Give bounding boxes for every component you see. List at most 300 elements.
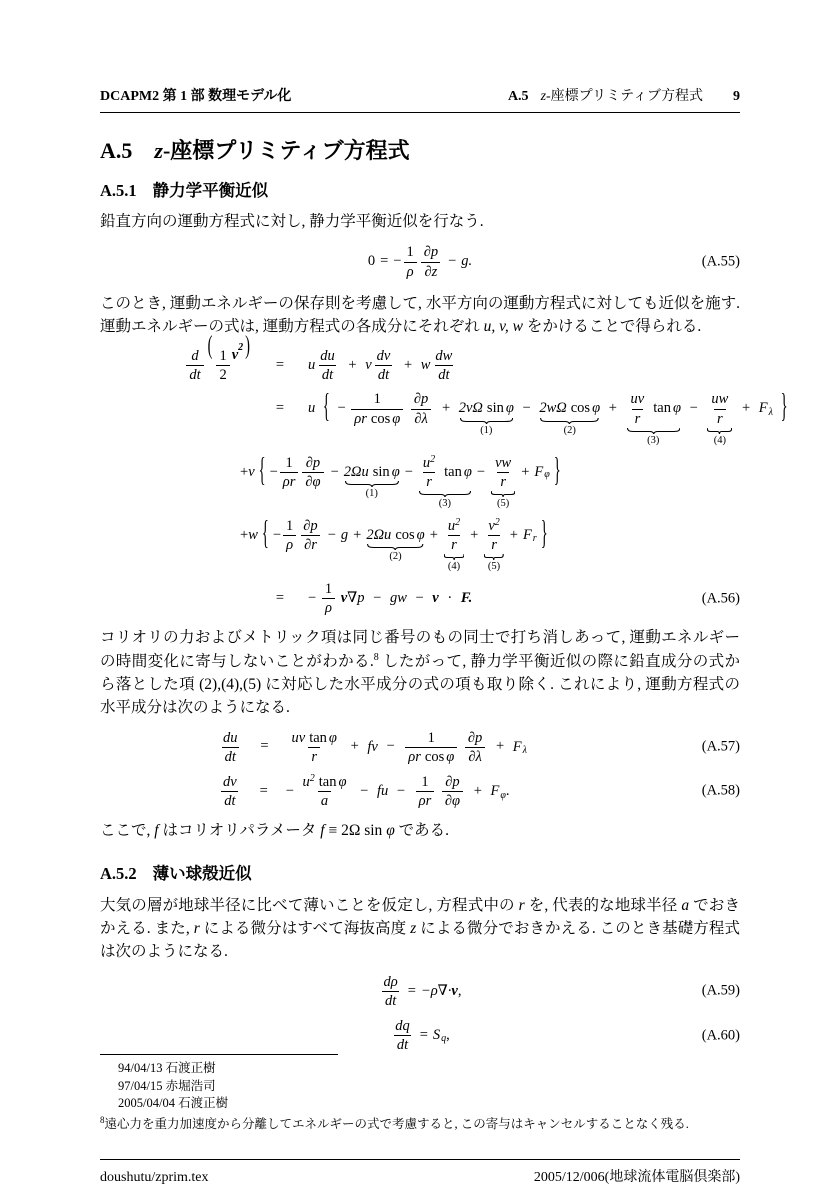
- fraction: [465, 729, 485, 766]
- subscript: λ: [768, 407, 773, 419]
- numerator: 1: [286, 517, 294, 534]
- footnote-rule: [100, 1054, 338, 1055]
- denominator: dt: [222, 747, 239, 766]
- equation-a59: [100, 973, 740, 1010]
- math-token: φ: [338, 773, 347, 790]
- math-token: φ: [505, 400, 514, 417]
- underbrace-label: (5): [487, 561, 501, 573]
- equals-sign: =: [275, 357, 285, 374]
- page-footer: [100, 1159, 740, 1188]
- superscript: 2: [455, 516, 461, 528]
- fraction: [317, 347, 338, 384]
- denominator: dt: [382, 991, 399, 1010]
- numerator: ∂p: [303, 517, 318, 534]
- function-name: cos: [395, 526, 415, 543]
- subsection-number: A.5.1: [100, 180, 137, 200]
- numerator: du: [320, 348, 335, 365]
- function-name: cos: [570, 400, 591, 417]
- plus-sign: +: [473, 782, 482, 799]
- numerator: 1: [219, 348, 227, 365]
- function-name: cos: [424, 748, 445, 765]
- equation-label: (A.59): [701, 982, 740, 999]
- left-paren: (: [207, 332, 213, 362]
- minus-sign: −: [386, 738, 395, 755]
- math-token: 2vΩ: [458, 400, 483, 417]
- left-brace: {: [261, 515, 269, 553]
- fraction: [381, 973, 401, 1010]
- numerator: 1: [324, 581, 333, 598]
- header-right: [508, 86, 740, 107]
- period: .: [505, 782, 510, 799]
- left-brace: {: [322, 388, 330, 427]
- subsection-number: A.5.2: [100, 864, 137, 884]
- underbrace-icon: [444, 554, 464, 560]
- math-run: z: [410, 920, 417, 938]
- denominator: ∂λ: [411, 409, 430, 428]
- denominator: ∂z: [421, 262, 440, 281]
- denominator: r: [714, 409, 726, 428]
- minus-sign: −: [337, 400, 346, 417]
- math-token: F.: [460, 590, 473, 607]
- math-run: a: [681, 896, 690, 914]
- header-section-title-text: -座標プリミティブ方程式: [546, 89, 703, 104]
- superscript: 2: [430, 453, 436, 465]
- denominator: r: [488, 535, 500, 554]
- text-run: 大気の層が地球半径に比べて薄いことを仮定し, 方程式中の: [100, 896, 519, 914]
- numerator: dρ: [383, 973, 398, 990]
- dot-operator: ·: [447, 590, 453, 607]
- subscript: φ: [500, 789, 506, 801]
- math-token: 2Ωu: [343, 463, 369, 480]
- text-run: コリオリの力およびメトリック項は同じ番号のもの同士で打ち消しあって, 運動エネルギーの時間変化に寄与しないことがわかる.: [100, 629, 740, 670]
- revision-date: 94/04/13 石渡正樹: [118, 1061, 216, 1076]
- minus-sign: −: [689, 400, 698, 417]
- minus-sign: −: [373, 590, 382, 607]
- denominator: r: [423, 472, 435, 491]
- equation-a56-row4: [240, 515, 740, 573]
- header-section-number: A.5: [507, 89, 529, 104]
- function-name: sin: [486, 400, 504, 417]
- fraction: [628, 390, 648, 427]
- equation-label: (A.60): [701, 1026, 740, 1043]
- equation-a57: [218, 729, 740, 766]
- math-token: φ: [446, 748, 455, 765]
- equation-label: (A.58): [701, 782, 740, 799]
- math-token: φ: [463, 463, 472, 480]
- math-token: −ρ∇·: [420, 982, 452, 999]
- math-token: ∇p: [347, 590, 365, 607]
- plus-sign: +: [240, 463, 249, 480]
- fraction: [442, 773, 463, 810]
- math-token: fu: [376, 782, 389, 799]
- fraction: [186, 347, 203, 384]
- math-token: F: [522, 526, 532, 543]
- underbrace-icon: [345, 481, 399, 487]
- fraction: [416, 773, 435, 810]
- numerator: 1: [427, 729, 435, 746]
- paragraph-2: [100, 292, 740, 339]
- plus-sign: +: [741, 400, 751, 417]
- paragraph-5: [100, 894, 740, 964]
- minus-sign: −: [285, 782, 294, 799]
- plus-sign: +: [429, 526, 438, 543]
- rhs: [308, 388, 792, 446]
- fraction: [411, 390, 431, 427]
- underbrace-icon: [491, 491, 515, 497]
- superscript: 2: [494, 516, 500, 528]
- denominator: r: [632, 409, 644, 428]
- minus-sign: −: [393, 253, 402, 270]
- math-token: 0: [367, 253, 376, 270]
- math-token: u: [308, 400, 316, 417]
- denominator: ρ: [283, 535, 296, 554]
- fraction: [280, 454, 299, 491]
- math-token: F: [758, 400, 768, 417]
- underbrace-icon: [367, 544, 423, 550]
- function-name: tan: [444, 463, 462, 480]
- function-name: tan: [309, 729, 327, 746]
- fraction: [289, 729, 340, 766]
- text-run: でおきかえる. また,: [100, 896, 740, 938]
- fraction: [403, 243, 416, 280]
- minus-sign: −: [415, 590, 424, 607]
- numerator: ∂p: [445, 773, 460, 790]
- text-run: したがって, 静力学平衡近似の際に鉛直成分の式から落とした項 (2),(4),(5) に対応した水平成分の式の項も取り除く. これにより, 運動方程式の水平成分は次のようになる.: [100, 652, 740, 717]
- right-brace: }: [780, 388, 788, 427]
- fraction: [300, 517, 320, 554]
- fraction: [392, 1017, 413, 1054]
- math-run: φ: [386, 822, 395, 840]
- math-run: f: [320, 822, 325, 840]
- fraction: [220, 773, 240, 810]
- underbrace-label: (4): [713, 434, 726, 446]
- math-token: u: [302, 773, 310, 790]
- subscript: r: [532, 532, 537, 544]
- section-title: -座標プリミティブ方程式: [162, 138, 410, 163]
- revision-date: 2005/04/04 石渡正樹: [118, 1096, 229, 1111]
- denominator: 2: [216, 365, 229, 384]
- denominator: dt: [375, 365, 392, 384]
- numerator: ∂p: [413, 391, 429, 408]
- math-token: fv: [367, 738, 378, 755]
- numerator: dw: [435, 348, 453, 365]
- underbrace-icon: [460, 418, 513, 424]
- equiv-sign: ≡: [328, 822, 338, 840]
- math-token: φ: [672, 400, 681, 417]
- plus-sign: +: [403, 357, 413, 374]
- denominator: ∂φ: [302, 472, 323, 491]
- denominator: dt: [186, 365, 203, 384]
- fraction: [445, 517, 463, 554]
- denominator: r: [448, 535, 460, 554]
- underbrace-term: [539, 400, 601, 436]
- plus-sign: +: [470, 526, 479, 543]
- fraction: [322, 580, 335, 617]
- text-run: はコリオリパラメータ: [158, 822, 321, 840]
- minus-sign: −: [448, 253, 457, 270]
- math-token: g.: [461, 253, 473, 270]
- denominator: ∂r: [301, 535, 320, 554]
- rhs: [308, 347, 457, 384]
- numerator: [300, 773, 350, 791]
- plus-sign: +: [353, 526, 362, 543]
- paragraph-3: [100, 626, 740, 719]
- underbrace-label: (5): [497, 497, 510, 509]
- plus-sign: +: [509, 526, 518, 543]
- math-token: F: [490, 782, 500, 799]
- underbrace-icon: [484, 554, 503, 560]
- minus-sign: −: [330, 463, 339, 480]
- equation-label: (A.57): [701, 738, 740, 755]
- underbrace-label: (3): [647, 434, 660, 446]
- plus-sign: +: [348, 357, 357, 374]
- numerator: 1: [421, 773, 429, 790]
- underbrace-term: [343, 463, 400, 499]
- right-brace: }: [553, 451, 561, 490]
- denominator: ρr: [280, 472, 299, 491]
- bottom-block: [100, 1054, 740, 1188]
- numerator: [485, 517, 502, 535]
- fraction: [302, 454, 323, 491]
- math-token: F: [512, 738, 522, 755]
- math-token: w: [420, 357, 431, 374]
- underbrace-term: [418, 453, 472, 509]
- underbrace-term: [366, 526, 425, 563]
- subsection-title: 薄い球殻近似: [152, 864, 252, 884]
- equation-a56-row2: [140, 388, 788, 446]
- fraction: [216, 347, 229, 384]
- numerator: dq: [395, 1017, 410, 1034]
- denominator: dt: [394, 1035, 411, 1054]
- subscript: q: [441, 1032, 447, 1044]
- math-token: u: [308, 357, 316, 374]
- math-token: S: [432, 1026, 441, 1043]
- fraction: [432, 347, 455, 384]
- equals-sign: =: [275, 400, 285, 417]
- numerator: dv: [223, 773, 237, 790]
- plus-sign: +: [608, 400, 617, 417]
- numerator: uw: [711, 391, 729, 408]
- math-token: u: [447, 517, 456, 534]
- minus-sign: −: [360, 782, 369, 799]
- underbrace-term: [626, 390, 681, 446]
- function-name: sin: [372, 463, 390, 480]
- math-token: w: [248, 526, 258, 543]
- text-run: このとき, 運動エネルギーの保存則を考慮して, 水平方向の運動方程式に対しても近似を施す. 運動エネルギーの式は, 運動方程式の各成分にそれぞれ: [100, 294, 740, 335]
- underbrace-label: (4): [447, 561, 461, 573]
- math-token: 2wΩ: [539, 400, 567, 417]
- revision-date: 97/04/15 赤堀浩司: [118, 1078, 216, 1093]
- plus-sign: +: [240, 526, 249, 543]
- math-token: u: [422, 454, 431, 471]
- underbrace-label: (1): [365, 487, 378, 499]
- footer-credit: 2005/12/006(地球流体電脳倶楽部): [533, 1170, 740, 1186]
- text-run: をかけることで得られる.: [522, 317, 702, 335]
- fraction: [421, 243, 441, 280]
- numerator: 1: [373, 391, 381, 408]
- fraction: [420, 454, 438, 491]
- underbrace-term: [490, 454, 516, 509]
- denominator: dt: [319, 365, 336, 384]
- denominator: ρ: [404, 262, 417, 281]
- math-token: v: [488, 517, 495, 534]
- text-run: ここで,: [100, 822, 155, 840]
- subsection-heading-2: [100, 864, 740, 885]
- denominator: [405, 747, 457, 766]
- numerator: du: [223, 729, 238, 746]
- math-token: v: [432, 590, 439, 607]
- minus-sign: −: [327, 526, 336, 543]
- numerator: 1: [406, 244, 414, 261]
- math-token: v: [231, 347, 239, 364]
- denominator: ∂λ: [465, 747, 484, 766]
- plus-sign: +: [350, 738, 359, 755]
- fraction: [300, 773, 350, 810]
- right-paren: ): [245, 332, 250, 362]
- underbrace-label: (2): [389, 551, 402, 563]
- subsection-title: 静力学平衡近似: [152, 180, 269, 200]
- math-token: g: [340, 526, 349, 543]
- math-run: u, v, w: [483, 317, 523, 335]
- fraction: [374, 347, 394, 384]
- numerator: ∂p: [423, 244, 439, 261]
- underbrace-icon: [419, 491, 471, 497]
- plus-sign: +: [441, 400, 451, 417]
- minus-sign: −: [308, 590, 317, 607]
- equals-sign: =: [275, 590, 285, 607]
- paragraph-4: [100, 819, 740, 842]
- math-token: v: [340, 590, 348, 607]
- denominator: [351, 409, 403, 428]
- minus-sign: −: [476, 463, 486, 480]
- denominator: ρr: [416, 791, 435, 810]
- superscript: 2: [309, 772, 315, 784]
- math-token: φ: [592, 400, 601, 417]
- math-var-z: z: [154, 138, 163, 163]
- fraction: [492, 454, 514, 491]
- numerator: ∂p: [467, 729, 483, 746]
- math-run: r: [193, 920, 200, 938]
- text-run: による微分はすべて海抜高度: [199, 920, 411, 938]
- footnote-text: 遠心力を重力加速度から分離してエネルギーの式で考慮すると, この寄与はキャンセルすることなく残る.: [104, 1116, 689, 1131]
- underbrace-term: [458, 400, 514, 436]
- underbrace-icon: [540, 418, 599, 424]
- numerator: vw: [495, 454, 512, 471]
- paragraph-1: 鉛直方向の運動方程式に対し, 静力学平衡近似を行なう.: [100, 213, 484, 231]
- footnote-marker: 8: [100, 1114, 105, 1125]
- fraction: [708, 390, 731, 427]
- minus-sign: −: [269, 463, 278, 480]
- minus-sign: −: [396, 782, 406, 799]
- lhs: [140, 332, 252, 384]
- equals-sign: =: [260, 738, 269, 755]
- text-run: である.: [394, 822, 450, 840]
- denominator: dt: [435, 365, 452, 384]
- equals-sign: =: [419, 1026, 428, 1043]
- equation-label: (A.56): [701, 590, 740, 607]
- plus-sign: +: [495, 738, 505, 755]
- equation-a56: [100, 332, 788, 617]
- equation-label: (A.55): [701, 253, 740, 270]
- footer-filename: doushutu/zprim.tex: [100, 1170, 209, 1186]
- math-token: v: [451, 982, 458, 999]
- math-token: 2Ωu: [366, 526, 392, 543]
- rhs: [308, 580, 472, 617]
- numerator: ∂p: [305, 454, 321, 471]
- denominator: ∂φ: [442, 791, 463, 810]
- numerator: [445, 517, 463, 535]
- function-name: tan: [318, 773, 337, 790]
- underbrace-icon: [707, 428, 732, 434]
- underbrace-label: (3): [438, 497, 452, 509]
- text-run: を, 代表的な地球半径: [524, 896, 682, 914]
- underbrace-icon: [627, 428, 680, 434]
- footnote-reference: 8: [373, 651, 379, 663]
- fraction: [405, 729, 457, 766]
- equation-a56-row3: [240, 451, 740, 509]
- minus-sign: −: [272, 526, 282, 543]
- header-section-title: [541, 86, 703, 107]
- fraction: [220, 729, 241, 766]
- fraction: [283, 517, 296, 554]
- math-token: uv: [291, 729, 306, 746]
- superscript: 2: [238, 342, 244, 354]
- underbrace-label: (2): [563, 424, 576, 436]
- fraction: [485, 517, 502, 554]
- equation-a56-row5: [140, 580, 740, 617]
- math-token: φ: [392, 410, 401, 427]
- math-token: φ: [328, 729, 337, 746]
- underbrace-term: [443, 516, 465, 573]
- equals-sign: =: [407, 982, 416, 999]
- numerator: [289, 729, 340, 747]
- math-token: φ: [391, 463, 400, 480]
- rhs: [287, 729, 527, 766]
- comma: ,: [457, 982, 462, 999]
- math-run: f: [154, 822, 159, 840]
- subsection-heading-1: [100, 181, 740, 202]
- math-token: gw: [389, 590, 407, 607]
- equation-a56-row1: [140, 332, 740, 384]
- page-header: [100, 86, 740, 113]
- math-token: F: [534, 463, 544, 480]
- numerator: dv: [376, 348, 391, 365]
- footnote-8: [100, 1114, 740, 1134]
- function-name: sin: [364, 822, 383, 840]
- numerator: uv: [630, 391, 645, 408]
- minus-sign: −: [522, 400, 531, 417]
- equals-sign: =: [380, 253, 389, 270]
- equation-a60: [100, 1017, 740, 1054]
- denominator: a: [318, 791, 331, 810]
- rhs: [286, 773, 510, 810]
- left-brace: {: [258, 451, 266, 490]
- plus-sign: +: [521, 463, 530, 480]
- denominator: r: [308, 747, 320, 766]
- math-var-z: z: [540, 89, 547, 104]
- header-left-title: DCAPM2 第 1 部 数理モデル化: [100, 89, 292, 104]
- denominator: ρ: [322, 598, 335, 617]
- fraction: [351, 390, 403, 427]
- function-name: tan: [653, 400, 671, 417]
- numerator: 1: [285, 454, 293, 471]
- text-run: による微分でおきかえる. このとき基礎方程式は次のようになる.: [100, 920, 740, 961]
- math-token: ρr: [354, 410, 367, 427]
- section-number: A.5: [100, 138, 133, 163]
- underbrace-label: (1): [480, 424, 493, 436]
- math-token: φ: [416, 526, 425, 543]
- denominator: dt: [221, 791, 238, 810]
